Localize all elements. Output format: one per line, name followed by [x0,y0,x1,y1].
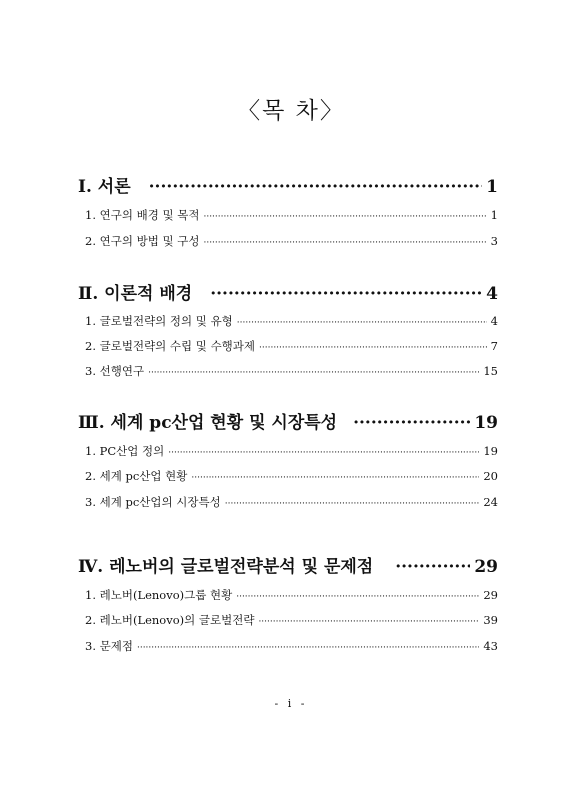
toc-section-page: 29 [474,557,498,577]
dot-leader [203,212,486,222]
toc-section-4[interactable] [78,552,498,577]
dot-leader [191,473,479,483]
toc-item-label: 3. 선행연구 [85,364,145,378]
toc-item[interactable] [85,363,498,379]
toc-section-page: 4 [486,284,498,304]
toc-item[interactable] [85,587,498,603]
toc-section-page: 19 [474,413,498,433]
toc-section-3[interactable] [78,408,498,433]
toc-title: 〈목 차〉 [237,98,345,124]
dot-leader [210,284,482,304]
toc-section-label: Ⅳ. 레노버의 글로벌전략분석 및 문제점 [78,557,374,577]
dot-leader [137,643,479,653]
toc-item-label: 3. 세계 pc산업의 시장특성 [85,495,221,509]
toc-item[interactable] [85,233,498,249]
toc-item[interactable] [85,207,498,223]
dot-leader [149,177,483,197]
toc-item-label: 1. PC산업 정의 [85,444,165,458]
dot-leader [225,499,480,509]
dot-leader [353,413,470,433]
toc-item[interactable] [85,313,498,329]
toc-item-label: 2. 글로벌전략의 수립 및 수행과제 [85,339,256,353]
toc-section-1[interactable] [78,172,498,197]
dot-leader [259,343,487,353]
dot-leader [236,592,479,602]
toc-item-page: 7 [490,339,498,353]
toc-item-page: 3 [490,234,498,248]
dot-leader [203,238,486,248]
toc-item-label: 3. 문제점 [85,639,133,653]
toc-item-page: 1 [490,208,498,222]
toc-item-page: 20 [483,469,498,483]
toc-item-page: 43 [483,639,498,653]
toc-item-label: 2. 레노버(Lenovo)의 글로벌전략 [85,613,255,627]
dot-leader [168,448,479,458]
toc-item[interactable] [85,612,498,628]
dot-leader [258,617,479,627]
toc-item-label: 1. 레노버(Lenovo)그룹 현황 [85,588,233,602]
toc-item-page: 4 [490,314,498,328]
toc-item[interactable] [85,338,498,354]
dot-leader [148,368,479,378]
toc-item-page: 39 [483,613,498,627]
toc-item[interactable] [85,468,498,484]
dot-leader [237,318,487,328]
toc-section-2[interactable] [78,279,498,304]
toc-section-label: Ⅱ. 이론적 배경 [78,284,193,304]
dot-leader [395,557,470,577]
toc-item-page: 24 [483,495,498,509]
toc-item-page: 15 [483,364,498,378]
toc-item[interactable] [85,494,498,510]
toc-section-page: 1 [486,177,498,197]
toc-item-label: 1. 글로벌전략의 정의 및 유형 [85,314,233,328]
toc-item-label: 2. 세계 pc산업 현황 [85,469,188,483]
toc-item-label: 2. 연구의 방법 및 구성 [85,234,200,248]
toc-item[interactable] [85,638,498,654]
toc-item-page: 29 [483,588,498,602]
toc-section-label: Ⅲ. 세계 pc산업 현황 및 시장특성 [78,413,338,433]
toc-section-label: Ⅰ. 서론 [78,177,131,197]
toc-item[interactable] [85,443,498,459]
toc-item-page: 19 [483,444,498,458]
page-number: - i - [274,697,308,710]
toc-item-label: 1. 연구의 배경 및 목적 [85,208,200,222]
